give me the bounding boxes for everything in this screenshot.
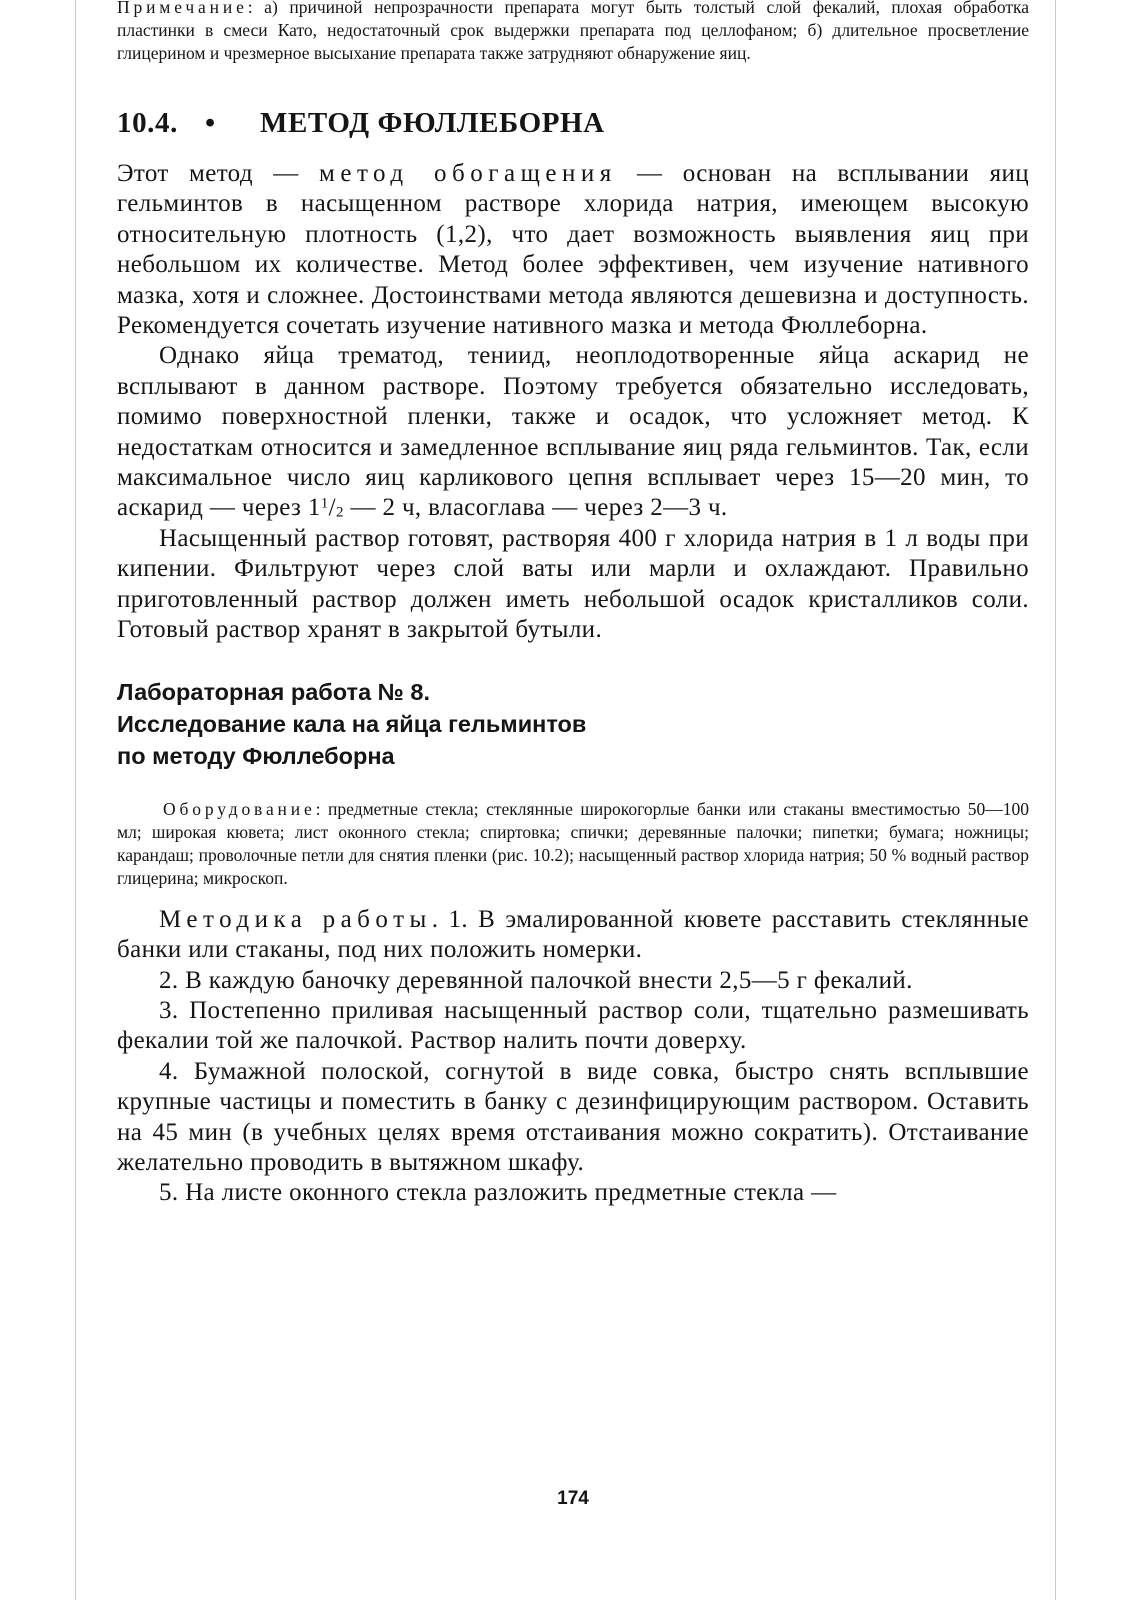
page-content	[117, 0, 1029, 1509]
method-step-3: 3. Постепенно приливая насыщенный раствор соли, тщательно размешивать фекалии той же палочкой. Раствор налить почти доверху.	[117, 996, 1029, 1055]
paragraph-2: Однако яйца трематод, тениид, неоплодотворенные яйца аскарид не всплывают в данном растворе. Поэтому требуется обязательно исследовать, помимо поверхностной пленки, также и осадок, что усложняет метод. К недостаткам относится и замедленное всплывание яиц ряда гельминтов. Так, если максимальное число яиц карликового цепня всплывает через 15—20 мин, то аскарид — через $1^1/_2$ — 2 ч, власоглава — через 2—3 ч.	[117, 342, 1029, 522]
fraction-denominator: 2	[335, 504, 344, 521]
page-edge-left	[75, 0, 76, 1600]
paragraph-3-text: Насыщенный раствор готовят, растворяя 400 г хлорида натрия в 1 л воды при кипении. Фильтруют через слой ваты или марли и охлаждают. Правильно приготовленный раствор должен иметь небольшой осадок кристалликов соли. Готовый раствор хранят в закрытой бутыли.	[117, 524, 1029, 644]
note-label: Примечание	[117, 0, 248, 17]
note-paragraph	[117, 0, 1029, 65]
paragraph-1	[117, 159, 1029, 341]
method-step-4: 4. Бумажной полоской, согнутой в виде совка, быстро снять всплывшие крупные частицы и поместить в банку с дезинфицирующим раствором. Оставить на 45 мин (в учебных целях время отстаивания можно сократить). Отстаивание желательно проводить в вытяжном шкафу.	[117, 1057, 1029, 1176]
lab-heading-line-1: Лабораторная работа № 8.	[117, 678, 430, 705]
paragraph-1-start: Этот метод —	[117, 160, 320, 187]
paragraph-3	[117, 524, 1029, 646]
method-label: Методика работы	[159, 905, 432, 933]
lab-heading	[117, 676, 1029, 772]
fraction-integer: 1	[307, 494, 321, 522]
method-step-5: 5. На листе оконного стекла разложить предметные стекла —	[159, 1179, 837, 1207]
method-step-1-text: . 1. В эмалированной кювете расставить стеклянные банки или стаканы, под них положить номерки.	[117, 905, 1029, 964]
page-edge-right	[1055, 0, 1056, 1600]
section-title: МЕТОД ФЮЛЛЕБОРНА	[260, 107, 605, 139]
section-bullet: •	[205, 107, 216, 139]
equipment-label: Оборудование	[163, 798, 316, 819]
equipment-text: : предметные стекла; стеклянные широкогорлые банки или стаканы вместимостью 50—100 мл; широкая кювета; лист оконного стекла; спиртовка; спички; деревянные палочки; пипетки; бумага; ножницы; карандаш; проволочные петли для снятия пленки (рис. 10.2); насыщенный раствор хлорида натрия; 50 % водный раствор глицерина; микроскоп.	[117, 798, 1029, 889]
equipment-paragraph	[117, 798, 1029, 891]
section-number: 10.4.	[117, 107, 178, 139]
paragraph-2-end: — 2 ч, власоглава — через 2—3 ч.	[343, 494, 728, 522]
note-text: : а) причиной непрозрачности препарата могут быть толстый слой фекалий, плохая обработка пластинки в смеси Като, недостаточный срок выдержки препарата под целлофаном; б) длительное просветление глицерином и чрезмерное высыхание препарата также затрудняют обнаружение яиц.	[117, 0, 1029, 63]
method-step-2: 2. В каждую баночку деревянной палочкой внести 2,5—5 г фекалий.	[159, 966, 913, 994]
paragraph-1-spaced: метод обогащения	[319, 160, 617, 187]
fraction-numerator: 1	[320, 495, 329, 512]
method-step-1	[117, 905, 1029, 966]
lab-heading-line-2: Исследование кала на яйца гельминтов	[117, 710, 587, 737]
section-heading	[117, 105, 1029, 141]
paragraph-1-rest: — основан на всплывании яиц гельминтов в насыщенном растворе хлорида натрия, имеющем высокую относительную плотность (1,2), что дает возможность выявления яиц при небольшом их количестве. Метод более эффективен, чем изучение нативного мазка, хотя и сложнее. Достоинствами метода являются дешевизна и доступность. Рекомендуется сочетать изучение нативного мазка и метода Фюллеборна.	[117, 160, 1029, 340]
page-number: 174	[557, 1488, 589, 1509]
paragraph-2-text: Однако яйца трематод, тениид, неоплодотворенные яйца аскарид не всплывают в данном растворе. Поэтому требуется обязательно исследовать, помимо поверхностной пленки, также и осадок, что усложняет метод. К недостаткам относится и замедленное всплывание яиц ряда гельминтов. Так, если максимальное число яиц карликового цепня всплывает через 15—20 мин, то аскарид — через	[117, 342, 1029, 522]
lab-heading-line-3: по методу Фюллеборна	[117, 742, 395, 769]
